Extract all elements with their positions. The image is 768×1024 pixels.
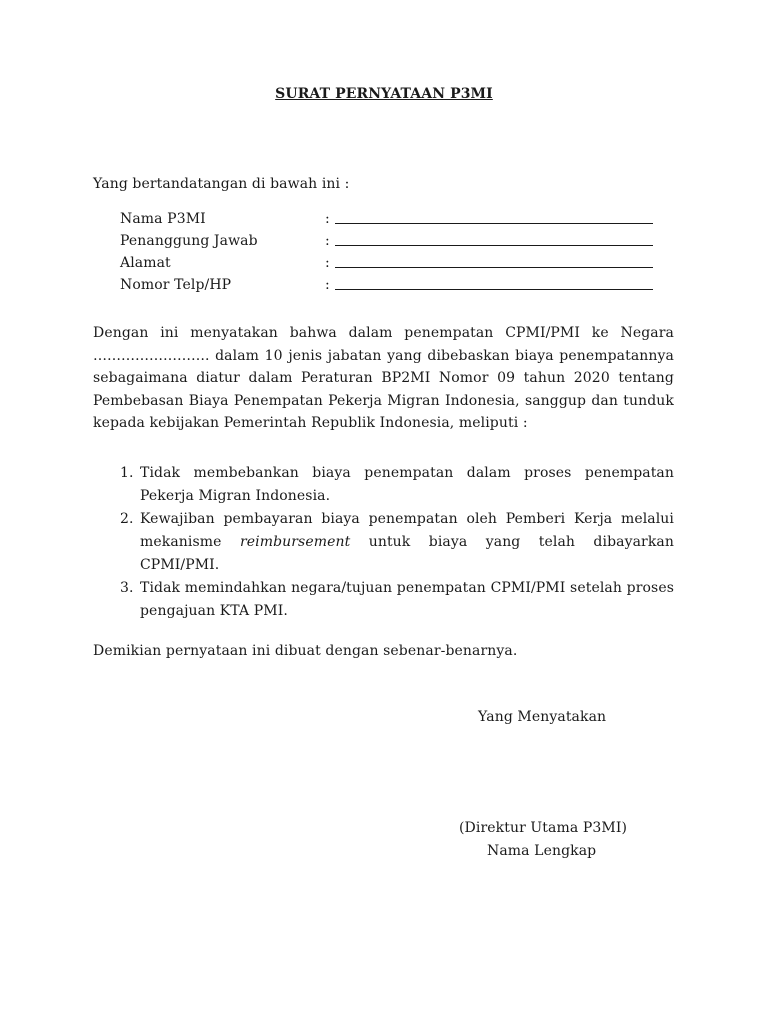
field-colon: :	[325, 233, 330, 249]
field-row-alamat	[120, 249, 660, 271]
fill-in-line	[335, 208, 653, 224]
signature-role: (Direktur Utama P3MI)	[459, 820, 628, 836]
field-colon: :	[325, 255, 330, 271]
country-placeholder-dots: …………………….	[93, 347, 210, 364]
field-row-nomor-telp	[120, 271, 660, 293]
list-text: Tidak membebankan biaya penempatan dalam proses penempatan Pekerja Migran Indonesia.	[140, 465, 674, 504]
identity-fields	[120, 205, 660, 293]
list-number: 3.	[120, 580, 134, 596]
field-label: Nomor Telp/HP	[120, 277, 232, 293]
list-text: Tidak memindahkan negara/tujuan penempatan CPMI/PMI setelah proses pengajuan KTA PMI.	[140, 580, 674, 619]
list-item	[93, 462, 674, 508]
list-item	[93, 577, 674, 623]
field-label: Nama P3MI	[120, 211, 206, 227]
paragraph-part-2: dalam 10 jenis jabatan yang dibebaskan biaya penempatannya sebagaimana diatur dalam Peraturan BP2MI Nomor 09 tahun 2020 tentang Pembebasan Biaya Penempatan Pekerja Migran Indonesia, sanggup dan tunduk kepada kebijakan Pemerintah Republik Indonesia, meliputi :	[93, 347, 674, 431]
field-colon: :	[325, 211, 330, 227]
closing-text: Demikian pernyataan ini dibuat dengan sebenar-benarnya.	[93, 643, 518, 659]
field-row-penanggung-jawab	[120, 227, 660, 249]
list-text-part-a: Kewajiban pembayaran biaya penempatan oleh Pemberi Kerja melalui mekanisme	[140, 511, 674, 550]
commitment-list	[93, 462, 674, 623]
field-label: Alamat	[120, 255, 171, 271]
statement-paragraph	[93, 322, 674, 435]
field-colon: :	[325, 277, 330, 293]
signature-label: Yang Menyatakan	[478, 709, 607, 725]
field-row-nama-p3mi	[120, 205, 660, 227]
list-text-part-b: untuk biaya yang telah dibayarkan CPMI/PMI.	[140, 534, 674, 573]
document-title: SURAT PERNYATAAN P3MI	[275, 86, 493, 102]
fill-in-line	[335, 252, 653, 268]
list-number: 1.	[120, 465, 134, 481]
field-label: Penanggung Jawab	[120, 233, 258, 249]
list-number: 2.	[120, 511, 134, 527]
fill-in-line	[335, 230, 653, 246]
fill-in-line	[335, 274, 653, 290]
paragraph-part-1: Dengan ini menyatakan bahwa dalam penempatan CPMI/PMI ke Negara	[93, 325, 674, 341]
signature-name: Nama Lengkap	[487, 843, 597, 859]
list-item	[93, 508, 674, 577]
intro-text: Yang bertandatangan di bawah ini :	[93, 176, 350, 192]
list-text	[140, 508, 674, 577]
list-text-emphasis: reimbursement	[239, 534, 351, 550]
